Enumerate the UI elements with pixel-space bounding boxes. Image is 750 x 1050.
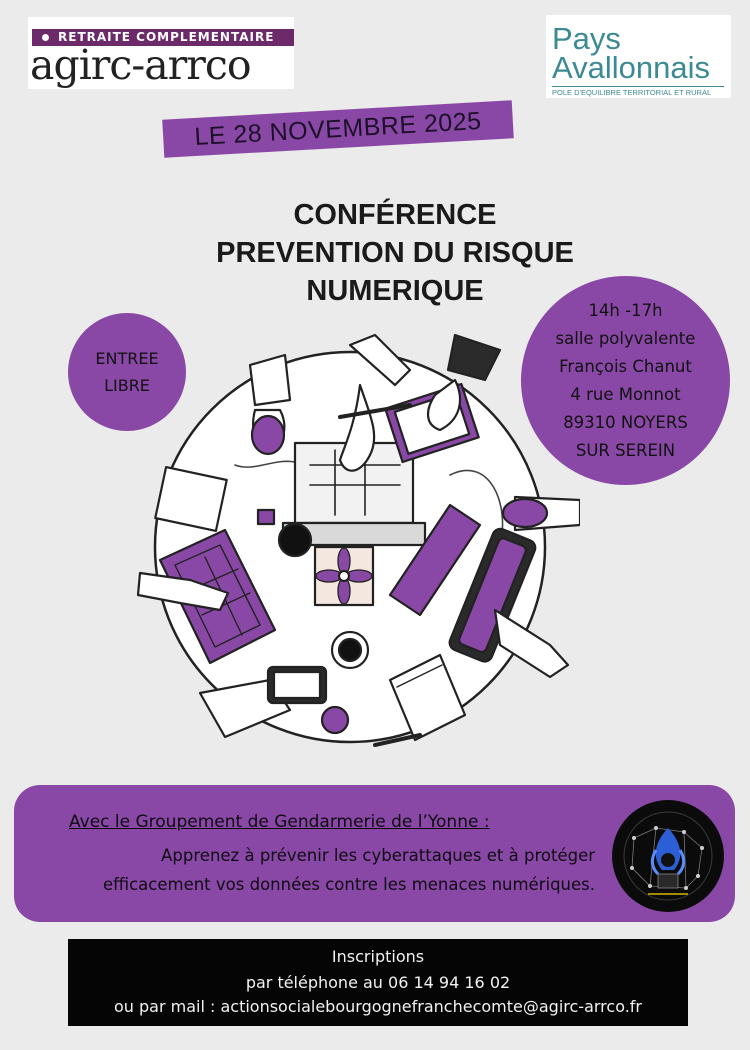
event-venue-name: François Chanut <box>559 356 692 376</box>
date-text: LE 28 NOVEMBRE 2025 <box>193 106 483 151</box>
pays-avallonnais-logo <box>546 15 731 98</box>
title-line1: CONFÉRENCE <box>293 199 497 231</box>
agirc-tagline: RETRAITE COMPLEMENTAIRE <box>58 30 275 44</box>
cybermenaces-badge <box>606 798 730 914</box>
event-info-circle <box>521 276 730 485</box>
pays-line2: Avallonnais <box>552 50 710 85</box>
meeting-table-illustration <box>120 325 580 775</box>
entry-circle <box>68 313 186 431</box>
inscriptions-mail[interactable]: ou par mail : actionsocialebourgognefranchecomte@agirc-arrco.fr <box>113 997 643 1016</box>
event-venue: salle polyvalente <box>555 328 696 348</box>
gendarmerie-title: Avec le Groupement de Gendarmerie de l’Yonne : <box>69 812 490 832</box>
pays-line1: Pays <box>552 21 621 56</box>
title-line2: PREVENTION DU RISQUE <box>216 237 574 269</box>
pays-subtitle: POLE D'EQUILIBRE TERRITORIAL ET RURAL <box>552 88 712 97</box>
gendarmerie-line1: Apprenez à prévenir les cyberattaques et à protéger <box>161 846 595 865</box>
event-city-suffix: SUR SEREIN <box>575 440 676 460</box>
event-time: 14h -17h <box>588 300 663 320</box>
entry-line1: ENTREE <box>95 349 159 368</box>
agirc-dot-icon <box>42 34 49 41</box>
agirc-arrco-logo <box>28 17 294 89</box>
inscriptions-heading: Inscriptions <box>331 947 425 966</box>
title-line3: NUMERIQUE <box>306 275 484 307</box>
pays-divider <box>552 86 724 87</box>
inscriptions-phone[interactable]: par téléphone au 06 14 94 16 02 <box>245 973 511 992</box>
gendarmerie-line2: efficacement vos données contre les menaces numériques. <box>102 875 595 894</box>
date-banner <box>162 100 514 157</box>
inscriptions-box <box>68 939 688 1026</box>
agirc-name: agirc-arrco <box>30 41 251 89</box>
entry-line2: LIBRE <box>104 376 150 395</box>
event-street: 4 rue Monnot <box>570 384 681 404</box>
event-postcode-city: 89310 NOYERS <box>563 412 688 432</box>
